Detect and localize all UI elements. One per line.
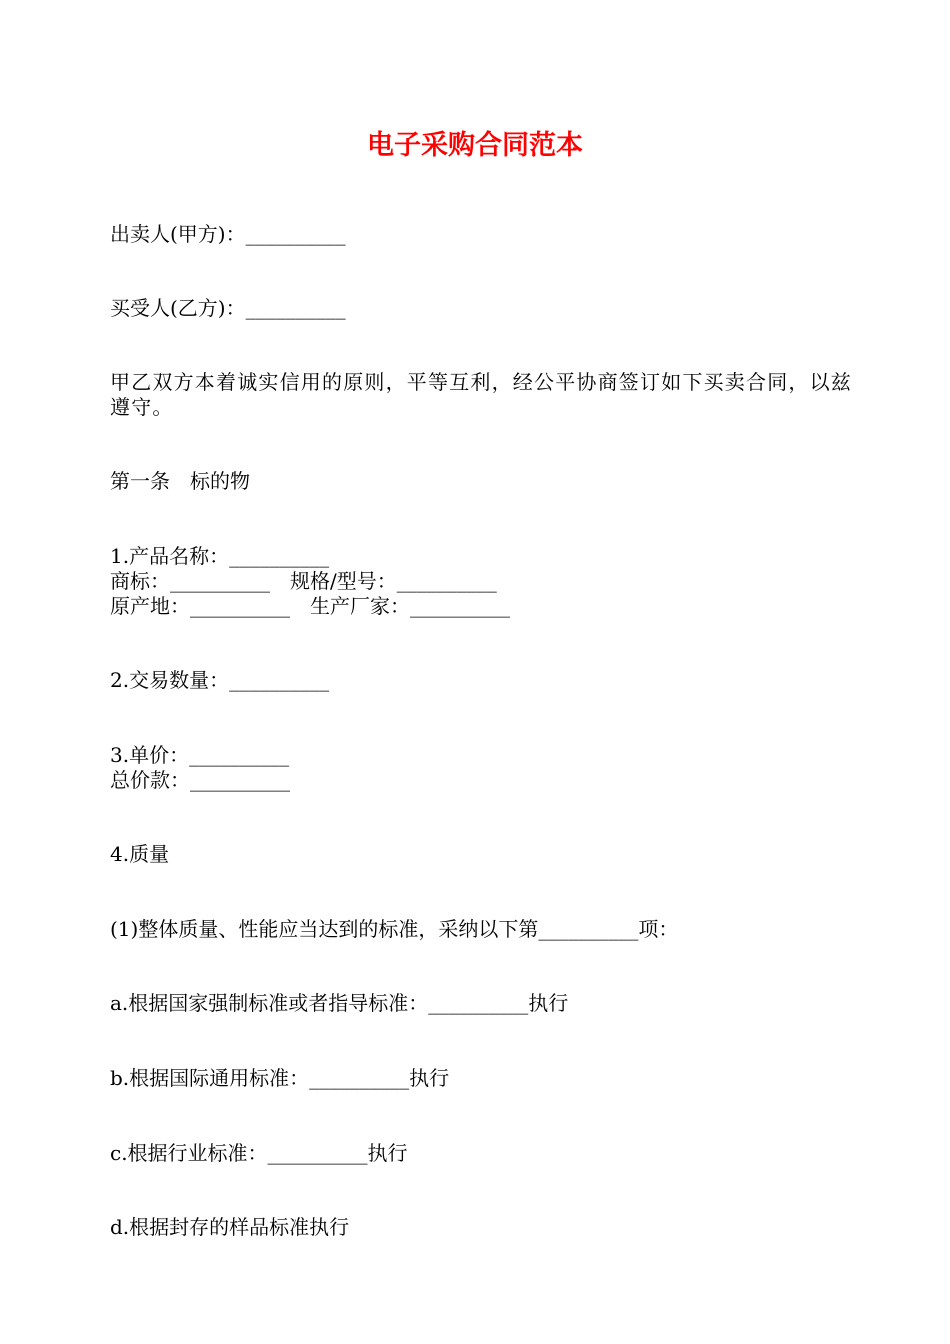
article-1-heading: 第一条 标的物 bbox=[110, 469, 250, 493]
quality-option-d: d.根据封存的样品标准执行 bbox=[110, 1215, 350, 1239]
document-title: 电子采购合同范本 bbox=[367, 130, 583, 161]
quality-item-1: (1)整体质量、性能应当达到的标准，采纳以下第__________项： bbox=[110, 917, 679, 941]
quality-option-c: c.根据行业标准：__________执行 bbox=[110, 1141, 408, 1165]
quality-option-b: b.根据国际通用标准：__________执行 bbox=[110, 1066, 450, 1090]
total-price-line: 总价款：__________ bbox=[110, 768, 290, 792]
quality-heading: 4.质量 bbox=[110, 842, 170, 866]
intro-paragraph: 甲乙双方本着诚实信用的原则，平等互利，经公平协商签订如下买卖合同，以兹遵守。 bbox=[110, 370, 852, 419]
quantity-line: 2.交易数量：__________ bbox=[110, 668, 330, 692]
origin-maker-line: 原产地：__________ 生产厂家：__________ bbox=[110, 594, 510, 618]
seller-line: 出卖人(甲方)：__________ bbox=[110, 222, 346, 246]
buyer-line: 买受人(乙方)：__________ bbox=[110, 296, 346, 320]
brand-spec-line: 商标：__________ 规格/型号：__________ bbox=[110, 569, 497, 593]
product-name-line: 1.产品名称：__________ bbox=[110, 544, 330, 568]
quality-option-a: a.根据国家强制标准或者指导标准：__________执行 bbox=[110, 991, 569, 1015]
unit-price-line: 3.单价：__________ bbox=[110, 743, 290, 767]
